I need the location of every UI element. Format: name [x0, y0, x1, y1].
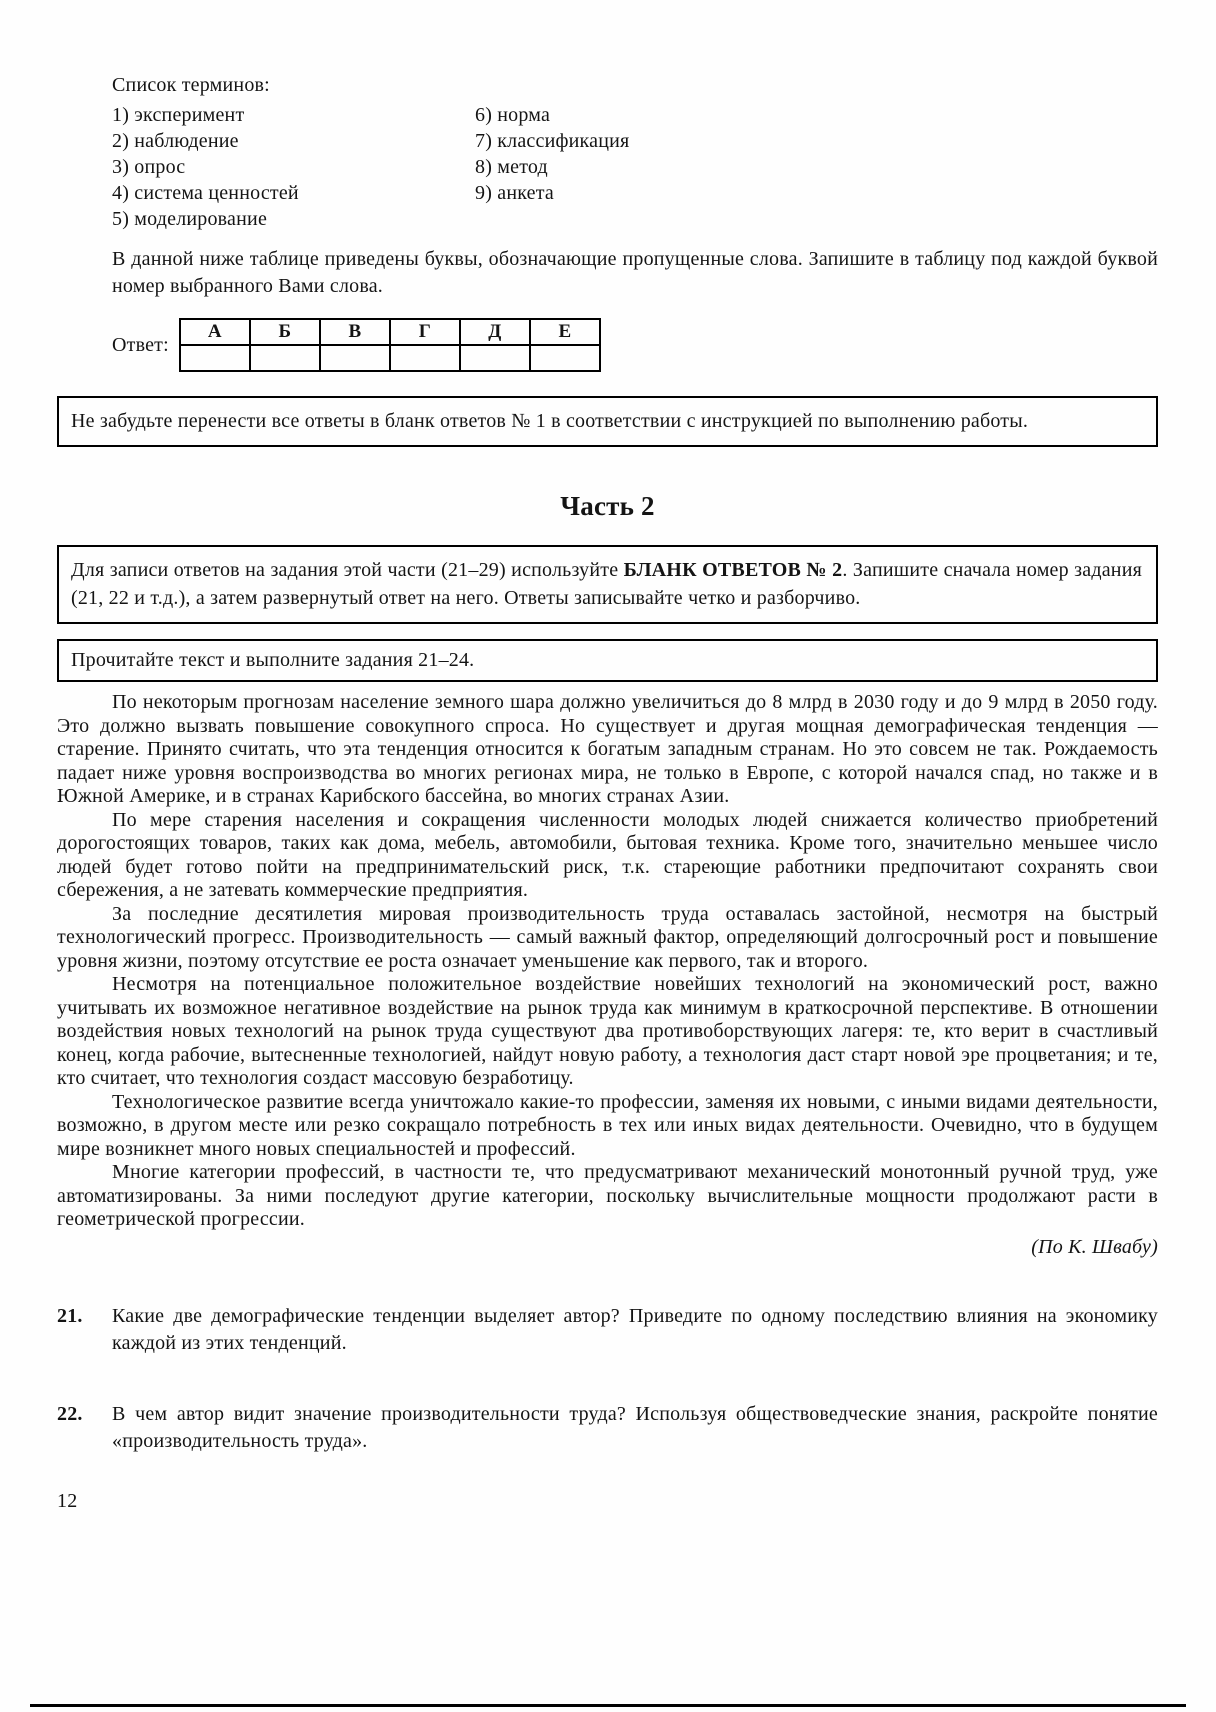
answer-letter-cell: В	[320, 319, 390, 345]
question-text: Какие две демографические тенденции выделяет автор? Приведите по одному последствию влияния на экономику каждой из этих тенденций.	[112, 1304, 1158, 1354]
term-item: 3) опрос	[112, 156, 186, 178]
term-item: 2) наблюдение	[112, 130, 239, 152]
question-number: 21.	[57, 1304, 83, 1327]
answer-letter-cell: Е	[530, 319, 600, 345]
passage-text	[57, 691, 1158, 1259]
transfer-note-box: Не забудьте перенести все ответы в бланк ответов № 1 в соответствии с инструкцией по выполнению работы.	[57, 396, 1158, 447]
passage-paragraph: Многие категории профессий, в частности те, что предусматривают механический монотонный ручной труд, уже автоматизированы. За ними последуют другие категории, поскольку вычислительные мощности продолжают расти в геометрической прогрессии.	[57, 1161, 1158, 1230]
answer-table	[179, 318, 601, 372]
passage-attribution: (По К. Швабу)	[1031, 1235, 1158, 1258]
term-item: 1) эксперимент	[112, 104, 245, 126]
answer-label: Ответ:	[112, 334, 169, 356]
part2-instruction-pre: Для записи ответов на задания этой части (21–29) используйте	[71, 559, 624, 581]
answer-input-cell	[530, 345, 600, 371]
part2-instruction-box	[57, 545, 1158, 624]
terms-columns	[112, 102, 1158, 232]
terms-column-left	[112, 102, 475, 232]
part2-instruction-emphasis: БЛАНК ОТВЕТОВ № 2	[623, 559, 843, 581]
answer-input-cell	[460, 345, 530, 371]
answer-letter-cell: А	[180, 319, 250, 345]
term-item: 6) норма	[475, 104, 551, 126]
answer-letter-cell: Д	[460, 319, 530, 345]
passage-paragraph: За последние десятилетия мировая производительность труда оставалась застойной, несмотря на быстрый технологический прогресс. Производительность — самый важный фактор, определяющий долгосрочный рост и повышение уровня жизни, поэтому отсутствие ее роста означает уменьшение как первого, так и второго.	[57, 902, 1158, 972]
answer-letter-cell: Б	[250, 319, 320, 345]
answer-input-cell	[320, 345, 390, 371]
answer-input-cell	[250, 345, 320, 371]
part2-instruction-post: . Запишите сначала номер задания (21, 22 и т.д.), а затем развернутый ответ на него. Ответы записывайте четко и разборчиво.	[71, 559, 1142, 609]
question-22	[57, 1401, 1158, 1455]
question-21	[57, 1303, 1158, 1357]
passage-paragraph: По мере старения населения и сокращения численности молодых людей снижается количество приобретений дорогостоящих товаров, таких как дома, мебель, автомобили, бытовая техника. Кроме того, значительно меньшее число людей будет готово пойти на предпринимательский риск, т.к. стареющие работники предпочитают сохранять свои сбережения, а не затевать коммерческие предприятия.	[57, 808, 1158, 901]
answer-letter-cell: Г	[390, 319, 460, 345]
term-item: 7) классификация	[475, 130, 630, 152]
question-number: 22.	[57, 1402, 83, 1425]
term-item: 4) система ценностей	[112, 182, 299, 204]
terms-column-right	[475, 102, 629, 232]
answer-table-input-row	[180, 345, 600, 371]
answer-input-cell	[180, 345, 250, 371]
answer-table-header-row	[180, 319, 600, 345]
answer-input-cell	[390, 345, 460, 371]
terms-section	[112, 72, 1158, 232]
read-text-note-box: Прочитайте текст и выполните задания 21–24.	[57, 639, 1158, 682]
question-text: В чем автор видит значение производительности труда? Используя обществоведческие знания, раскройте понятие «производительность труда».	[112, 1402, 1158, 1452]
table-instruction: В данной ниже таблице приведены буквы, обозначающие пропущенные слова. Запишите в таблицу под каждой буквой номер выбранного Вами слова.	[112, 248, 1158, 297]
page-number: 12	[57, 1489, 78, 1512]
passage-paragraph: Технологическое развитие всегда уничтожало какие-то профессии, заменяя их новыми, с иными видами деятельности, возможно, в другом месте или резко сокращало потребность в тех или иных видах деятельности. Очевидно, что в будущем мире возникнет много новых специальностей и профессий.	[57, 1090, 1158, 1160]
passage-paragraph: Несмотря на потенциальное положительное воздействие новейших технологий на экономический рост, важно учитывать их возможное негативное воздействие на рынок труда как минимум в краткосрочной перспективе. В отношении воздействия новых технологий на рынок труда существуют два противоборствующих лагеря: те, кто верит в счастливый конец, когда рабочие, вытесненные технологией, найдут новую работу, а технология даст старт новой эре процветания; и те, кто считает, что технология создаст массовую безработицу.	[57, 973, 1158, 1089]
term-item: 9) анкета	[475, 182, 554, 204]
scan-artifact-line	[30, 1704, 1186, 1707]
term-item: 8) метод	[475, 156, 548, 178]
terms-title: Список терминов:	[112, 74, 270, 96]
answer-section	[112, 318, 1158, 372]
passage-paragraph: По некоторым прогнозам население земного шара должно увеличиться до 8 млрд в 2030 году и до 9 млрд в 2050 году. Это должно вызвать повышение совокупного спроса. Но существует и другая мощная демографическая тенденция — старение. Принято считать, что эта тенденция относится к богатым западным странам. Но это совсем не так. Рождаемость падает ниже уровня воспроизводства во многих регионах мира, не только в Европе, с которой начался спад, но также и в Южной Америке, и в странах Карибского бассейна, во многих странах Азии.	[57, 691, 1158, 807]
term-item: 5) моделирование	[112, 208, 268, 230]
part2-heading: Часть 2	[560, 491, 655, 521]
